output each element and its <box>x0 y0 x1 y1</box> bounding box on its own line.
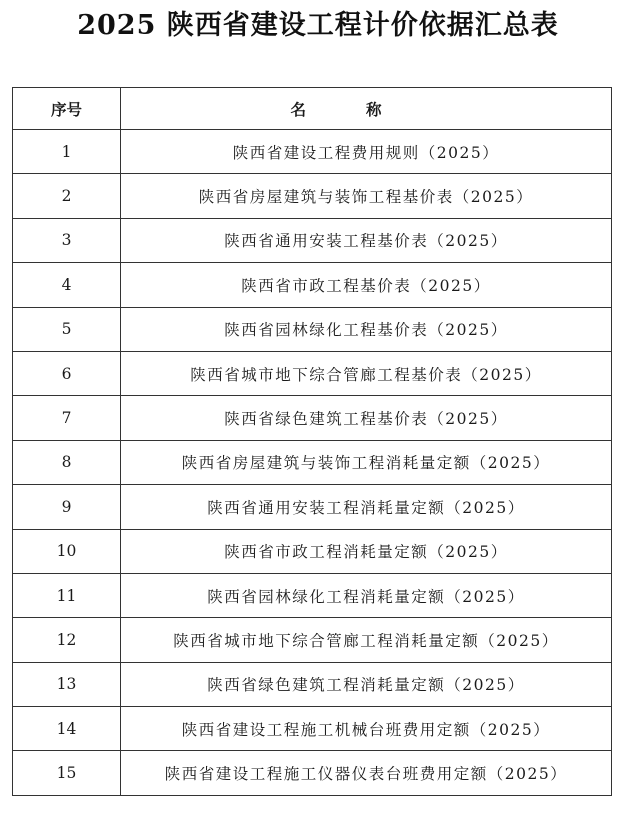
table-header-row <box>13 88 612 130</box>
row-name: 陕西省园林绿化工程消耗量定额（2025） <box>121 573 612 617</box>
row-name: 陕西省园林绿化工程基价表（2025） <box>121 307 612 351</box>
row-number: 9 <box>13 485 121 529</box>
table-row <box>13 351 612 395</box>
row-name: 陕西省建设工程施工机械台班费用定额（2025） <box>121 707 612 751</box>
header-name: 名称 <box>121 88 612 130</box>
table-row <box>13 396 612 440</box>
header-serial-number: 序号 <box>13 88 121 130</box>
table-row <box>13 529 612 573</box>
summary-table <box>12 87 612 796</box>
row-number: 10 <box>13 529 121 573</box>
table-row <box>13 485 612 529</box>
row-name: 陕西省房屋建筑与装饰工程消耗量定额（2025） <box>121 440 612 484</box>
table-row <box>13 618 612 662</box>
row-name: 陕西省市政工程消耗量定额（2025） <box>121 529 612 573</box>
table-row <box>13 440 612 484</box>
row-number: 13 <box>13 662 121 706</box>
row-name: 陕西省房屋建筑与装饰工程基价表（2025） <box>121 174 612 218</box>
table-row <box>13 307 612 351</box>
row-name: 陕西省通用安装工程消耗量定额（2025） <box>121 485 612 529</box>
row-number: 12 <box>13 618 121 662</box>
table-row <box>13 263 612 307</box>
row-number: 15 <box>13 751 121 795</box>
row-number: 1 <box>13 130 121 174</box>
row-number: 7 <box>13 396 121 440</box>
row-name: 陕西省建设工程费用规则（2025） <box>121 130 612 174</box>
row-number: 11 <box>13 573 121 617</box>
row-name: 陕西省城市地下综合管廊工程基价表（2025） <box>121 351 612 395</box>
row-number: 2 <box>13 174 121 218</box>
row-name: 陕西省绿色建筑工程消耗量定额（2025） <box>121 662 612 706</box>
table-row <box>13 174 612 218</box>
page-title: 2025 陕西省建设工程计价依据汇总表 <box>77 10 559 41</box>
row-number: 14 <box>13 707 121 751</box>
row-number: 6 <box>13 351 121 395</box>
table-row <box>13 707 612 751</box>
row-name: 陕西省城市地下综合管廊工程消耗量定额（2025） <box>121 618 612 662</box>
row-name: 陕西省建设工程施工仪器仪表台班费用定额（2025） <box>121 751 612 795</box>
table-row <box>13 218 612 262</box>
table-row <box>13 573 612 617</box>
row-name: 陕西省绿色建筑工程基价表（2025） <box>121 396 612 440</box>
table-row <box>13 751 612 795</box>
row-number: 4 <box>13 263 121 307</box>
table-row <box>13 662 612 706</box>
row-number: 5 <box>13 307 121 351</box>
row-number: 3 <box>13 218 121 262</box>
table-row <box>13 130 612 174</box>
row-name: 陕西省市政工程基价表（2025） <box>121 263 612 307</box>
row-name: 陕西省通用安装工程基价表（2025） <box>121 218 612 262</box>
row-number: 8 <box>13 440 121 484</box>
